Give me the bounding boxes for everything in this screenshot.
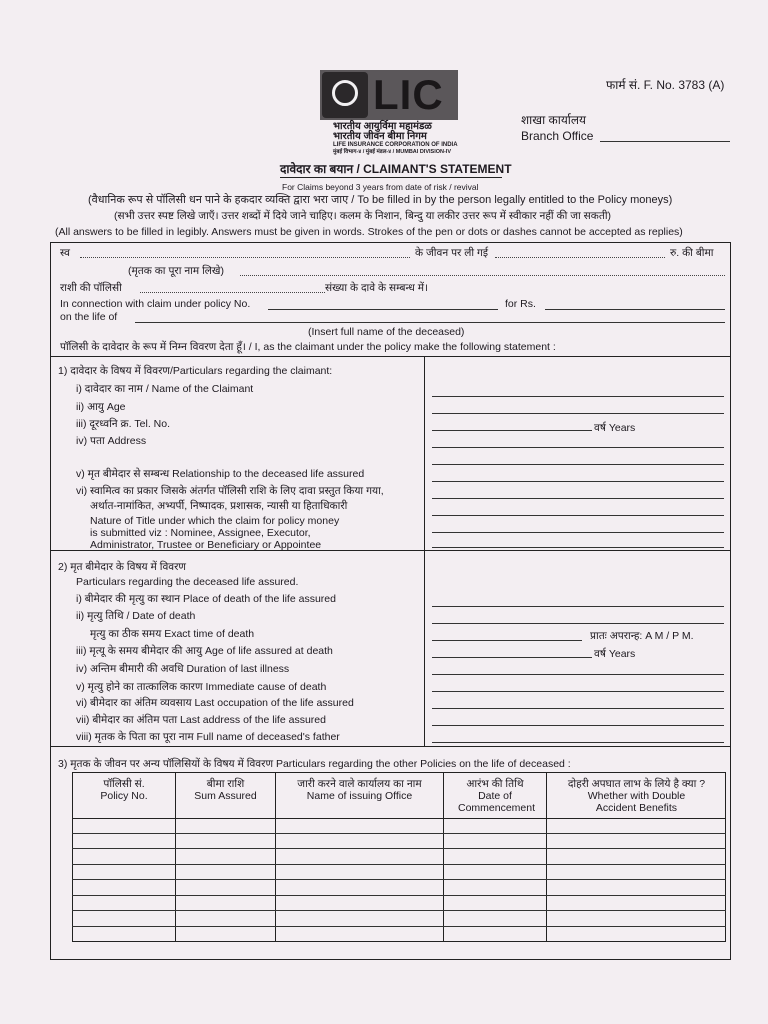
col-policy-no: पॉलिसी सं. Policy No. — [100, 778, 148, 802]
table-cell[interactable] — [443, 818, 546, 833]
instruction-2: (सभी उत्तर स्पष्ट लिखे जाएँ। उत्तर शब्दों में दिये जाने चाहिए। कलम के निशान, बिन्दु या लकीर उत्तर रूप में स्वीकार नहीं की जा सकती) — [114, 210, 612, 222]
claimant-tel-field[interactable] — [432, 447, 724, 448]
table-cell[interactable] — [443, 880, 546, 895]
statement-subtitle: For Claims beyond 3 years from date of risk / revival — [282, 182, 479, 192]
table-cell[interactable] — [175, 927, 275, 943]
table-cell[interactable] — [275, 911, 443, 926]
table-row — [72, 911, 726, 927]
intro-insert-name: (Insert full name of the deceased) — [308, 326, 465, 338]
intro-claim-en: In connection with claim under policy No. — [60, 298, 251, 310]
branch-label-en: Branch Office — [521, 129, 594, 143]
claimant-age-field[interactable] — [432, 430, 592, 431]
s2-illness-label: iv) अन्तिम बीमारी की अवधि Duration of last illness — [76, 663, 290, 675]
table-cell[interactable] — [72, 927, 175, 943]
time-of-death-field[interactable] — [432, 640, 582, 641]
age-at-death-field[interactable] — [432, 657, 592, 658]
table-cell[interactable] — [275, 896, 443, 911]
intro-late: स्व — [60, 247, 70, 259]
place-of-death-field[interactable] — [432, 606, 724, 607]
s2-cause-label: v) मृत्यु होने का तात्कालिक कारण Immediate cause of death — [76, 681, 327, 693]
s2-address-label: vii) बीमेदार का अंतिम पता Last address of the life assured — [76, 714, 326, 726]
title-underline — [280, 177, 502, 178]
intro-rs: for Rs. — [505, 298, 536, 310]
table-cell[interactable] — [72, 880, 175, 895]
logo-english: LIFE INSURANCE CORPORATION OF INDIA — [333, 142, 458, 148]
instruction-3: (All answers to be filled in legibly. Answers must be given in words. Strokes of the pen or dots or dashes cannot be accepted as replies) — [55, 226, 683, 238]
table-cell[interactable] — [275, 834, 443, 849]
claimant-address-field-2[interactable] — [432, 481, 724, 482]
table-cell[interactable] — [175, 911, 275, 926]
col-sum-assured: बीमा राशि Sum Assured — [194, 778, 257, 802]
logo-hindi-2: भारतीय जीवन बीमा निगम — [333, 131, 427, 142]
policy-number-field[interactable] — [268, 309, 498, 310]
table-row — [72, 927, 726, 943]
cause-of-death-field[interactable] — [432, 691, 724, 692]
s2-ampm: प्रातः अपरान्ह: A M / P M. — [590, 630, 694, 642]
s2-heading-hi: 2) मृत बीमेदार के विषय में विवरण — [58, 561, 187, 573]
table-cell[interactable] — [175, 865, 275, 880]
table-cell[interactable] — [443, 849, 546, 864]
s1-title-label-en3: Administrator, Trustee or Beneficiary or Appointee — [90, 539, 322, 551]
s1-divider — [50, 550, 731, 551]
lic-emblem-icon — [322, 72, 368, 118]
table-cell[interactable] — [275, 880, 443, 895]
table-cell[interactable] — [546, 896, 726, 911]
table-cell[interactable] — [72, 834, 175, 849]
table-row — [72, 896, 726, 912]
intro-divider — [50, 356, 731, 357]
deceased-name-field[interactable] — [135, 322, 725, 323]
table-cell[interactable] — [275, 927, 443, 943]
table-cell[interactable] — [546, 818, 726, 833]
s2-place-label: i) बीमेदार की मृत्यु का स्थान Place of death of the life assured — [76, 593, 336, 605]
table-cell[interactable] — [546, 849, 726, 864]
intro-rs-insurance: रु. की बीमा — [670, 247, 714, 259]
s2-occupation-label: vi) बीमेदार का अंतिम व्यवसाय Last occupation of the life assured — [76, 697, 354, 709]
table-cell[interactable] — [546, 927, 726, 943]
table-row — [72, 865, 726, 881]
intro-life-taken: के जीवन पर ली गई — [415, 247, 489, 259]
logo-hindi-1: भारतीय आयुर्विमा महामंडळ — [333, 121, 432, 132]
s1-address-label: iv) पता Address — [76, 435, 147, 447]
claimant-name-field[interactable] — [432, 396, 724, 397]
form-number: फार्म सं. F. No. 3783 (A) — [606, 78, 725, 92]
intro-claim-hi: संख्या के दावे के सम्बन्ध में। — [325, 282, 429, 294]
last-address-field[interactable] — [432, 725, 724, 726]
table-cell[interactable] — [175, 818, 275, 833]
s2-father-label: viii) मृतक के पिता का पूरा नाम Full name of deceased's father — [76, 731, 340, 743]
s2-divider — [50, 746, 731, 747]
table-cell[interactable] — [546, 911, 726, 926]
intro-policy-hi: राशी की पॉलिसी — [60, 282, 122, 294]
s2-column-divider — [424, 550, 425, 746]
s1-age-label: ii) आयु Age — [76, 401, 126, 413]
table-row — [72, 834, 726, 850]
table-cell[interactable] — [72, 849, 175, 864]
table-cell[interactable] — [72, 818, 175, 833]
col-commencement: आरंभ की तिथि Date of Commencement — [458, 778, 536, 814]
title-field-3[interactable] — [432, 547, 724, 548]
relationship-field[interactable] — [432, 498, 724, 499]
intro-on-life: on the life of — [60, 311, 118, 323]
table-cell[interactable] — [275, 849, 443, 864]
table-cell[interactable] — [546, 880, 726, 895]
s1-heading: 1) दावेदार के विषय में विवरण/Particulars regarding the claimant: — [58, 365, 333, 377]
table-cell[interactable] — [546, 865, 726, 880]
s1-tel-label: iii) दूरध्वनि क्र. Tel. No. — [76, 418, 171, 430]
policy-number-field-hi[interactable] — [140, 292, 325, 293]
table-cell[interactable] — [443, 834, 546, 849]
instruction-1: (वैधानिक रूप से पॉलिसी धन पाने के हकदार व्यक्ति द्वारा भरा जाए / To be filled in by the person legally entitled to the Policy moneys) — [88, 194, 673, 206]
s2-age-label: iii) मृत्यू के समय बीमेदार की आयु Age of life assured at death — [76, 645, 333, 657]
table-cell[interactable] — [175, 880, 275, 895]
table-cell[interactable] — [72, 896, 175, 911]
s1-column-divider — [424, 356, 425, 550]
statement-title: दावेदार का बयान / CLAIMANT'S STATEMENT — [280, 162, 512, 176]
table-cell[interactable] — [175, 896, 275, 911]
intro-statement: पॉलिसी के दावेदार के रूप में निम्न विवरण देता हूँ। / I, as the claimant under the policy make the following statement : — [60, 341, 556, 353]
table-cell[interactable] — [443, 865, 546, 880]
last-occupation-field[interactable] — [432, 708, 724, 709]
father-name-field[interactable] — [432, 742, 724, 743]
table-cell[interactable] — [175, 849, 275, 864]
table-row — [72, 818, 726, 834]
branch-label-hi: शाखा कार्यालय — [521, 113, 587, 127]
col-issuing-office: जारी करने वाले कार्यालय का नाम Name of issuing Office — [297, 778, 422, 802]
claimant-name-field-2[interactable] — [432, 413, 724, 414]
table-row — [72, 849, 726, 865]
table-cell[interactable] — [175, 834, 275, 849]
s2-years-suffix: वर्ष Years — [594, 648, 636, 660]
date-of-death-field[interactable] — [432, 623, 724, 624]
title-field-1[interactable] — [432, 515, 724, 516]
s1-title-label-hi: vi) स्वामित्व का प्रकार जिसके अंतर्गत पॉलिसी राशि के लिए दावा प्रस्तुत किया गया, — [76, 485, 384, 497]
table-cell[interactable] — [72, 911, 175, 926]
s1-title-label-en2: is submitted viz : Nominee, Assignee, Executor, — [90, 527, 311, 539]
branch-office-field[interactable] — [600, 141, 730, 142]
table-cell[interactable] — [546, 834, 726, 849]
intro-full-name-note: (मृतक का पूरा नाम लिखे) — [128, 265, 225, 277]
table-cell[interactable] — [72, 865, 175, 880]
illness-duration-field[interactable] — [432, 674, 724, 675]
table-cell[interactable] — [275, 865, 443, 880]
claimant-address-field-1[interactable] — [432, 464, 724, 465]
intro-line-2[interactable] — [240, 275, 725, 276]
amount-field[interactable] — [545, 309, 725, 310]
s2-heading-en: Particulars regarding the deceased life assured. — [76, 576, 299, 588]
s3-heading: 3) मृतक के जीवन पर अन्य पॉलिसियों के विषय में विवरण Particulars regarding the other Policies on the life of deceased : — [58, 758, 571, 770]
s1-relationship-label: v) मृत बीमेदार से सम्बन्ध Relationship to the deceased life assured — [76, 468, 365, 480]
table-cell[interactable] — [443, 927, 546, 943]
table-row — [72, 880, 726, 896]
s2-date-label: ii) मृत्यु तिथि / Date of death — [76, 610, 196, 622]
amount-field-hi[interactable] — [495, 257, 665, 258]
table-cell[interactable] — [443, 911, 546, 926]
s1-years-suffix: वर्ष Years — [594, 422, 636, 434]
lic-logo-text: LIC — [373, 71, 444, 118]
s1-name-label: i) दावेदार का नाम / Name of the Claimant — [76, 383, 254, 395]
table-cell[interactable] — [275, 818, 443, 833]
col-double-accident: दोहरी अपघात लाभ के लिये है क्या ? Whether with Double Accident Benefits — [567, 778, 706, 814]
logo-division: मुंबई विभाग-४ / मुंबई मंडल-४ / MUMBAI DIVISION-IV — [333, 149, 452, 155]
deceased-name-field-hi[interactable] — [80, 257, 410, 258]
title-field-2[interactable] — [432, 532, 724, 533]
s2-time-label: मृत्यु का ठीक समय Exact time of death — [90, 628, 255, 640]
s1-title-label-en1: Nature of Title under which the claim for policy money — [90, 515, 340, 527]
s1-title-label-hi2: अर्थात-नामांकित, अभ्यर्पी, निष्पादक, प्रशासक, न्यासी या हिताधिकारी — [90, 500, 348, 512]
table-cell[interactable] — [443, 896, 546, 911]
table-body — [72, 818, 726, 942]
